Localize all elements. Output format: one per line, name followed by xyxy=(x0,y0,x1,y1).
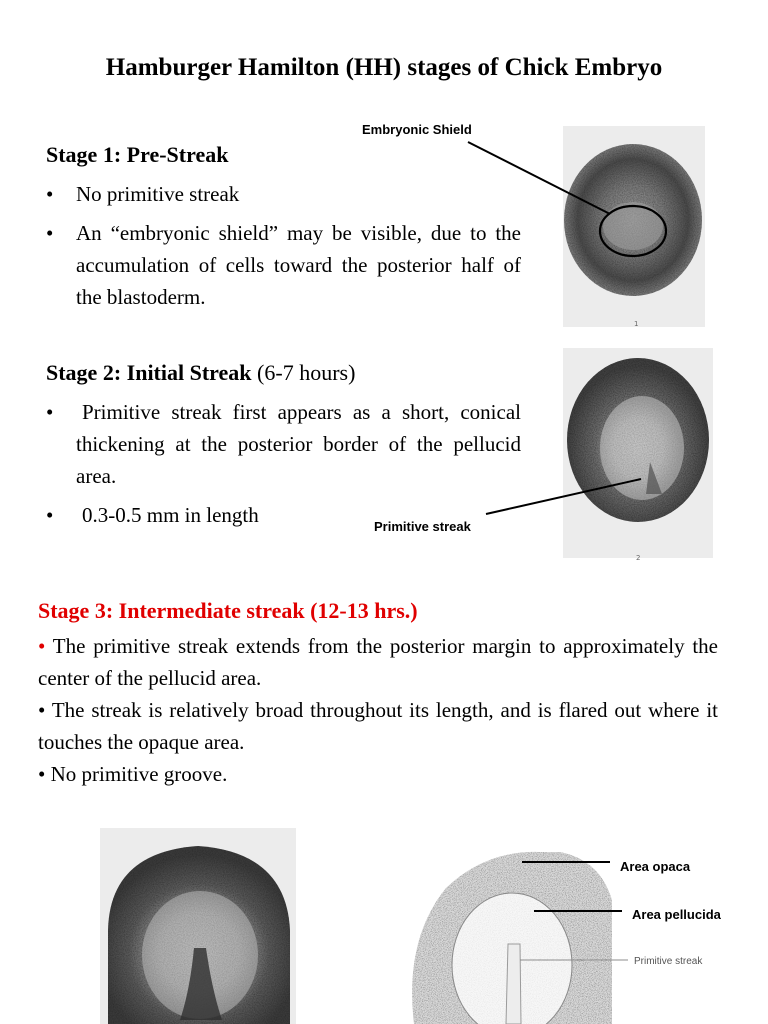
stage3-diagram xyxy=(412,852,612,1024)
primitive-streak-label: Primitive streak xyxy=(374,519,471,534)
point-text: No primitive groove. xyxy=(50,762,228,786)
stage3-heading: Stage 3: Intermediate streak (12-13 hrs.) xyxy=(38,598,418,623)
bullet-symbol: • xyxy=(46,400,54,424)
bullet-symbol: • xyxy=(38,634,46,658)
bullet-text: 0.3-0.5 mm in length xyxy=(82,503,259,527)
stage2-embryo-photo xyxy=(563,348,713,558)
embryonic-shield-label: Embryonic Shield xyxy=(362,122,472,137)
stage1-embryo-photo xyxy=(563,126,705,327)
bullet-symbol: • xyxy=(46,182,54,206)
bullet-text: Primitive streak first appears as a short, conical thickening at the posterior border of the pellucid area. xyxy=(76,400,521,488)
point-text: The primitive streak extends from the posterior margin to approximately the center of the pellucid area. xyxy=(38,634,718,690)
stage1-heading: Stage 1: Pre-Streak xyxy=(46,142,229,167)
bullet-symbol: • xyxy=(38,698,46,722)
page-title: Hamburger Hamilton (HH) stages of Chick Embryo xyxy=(105,54,663,81)
diagram-streak-label: Primitive streak xyxy=(634,956,703,967)
bullet-symbol: • xyxy=(38,762,46,786)
bullet-symbol: • xyxy=(46,503,54,527)
stage2-figure-number: 2 xyxy=(636,554,641,562)
area-pellucida-label: Area pellucida xyxy=(632,907,721,922)
stage2-heading-bold: Stage 2: Initial Streak xyxy=(46,360,252,385)
stage2-heading-time: (6-7 hours) xyxy=(251,360,356,385)
stage3-embryo-photo xyxy=(100,828,296,1024)
point-text: The streak is relatively broad throughout its length, and is flared out where it touches the opaque area. xyxy=(38,698,718,754)
bullet-symbol: • xyxy=(46,221,54,245)
bullet-text: An “embryonic shield” may be visible, due to the accumulation of cells toward the posterior half of the blastoderm. xyxy=(76,221,521,309)
stage1-figure-number: 1 xyxy=(634,320,639,328)
area-opaca-label: Area opaca xyxy=(620,859,691,874)
bullet-text: No primitive streak xyxy=(76,182,240,206)
